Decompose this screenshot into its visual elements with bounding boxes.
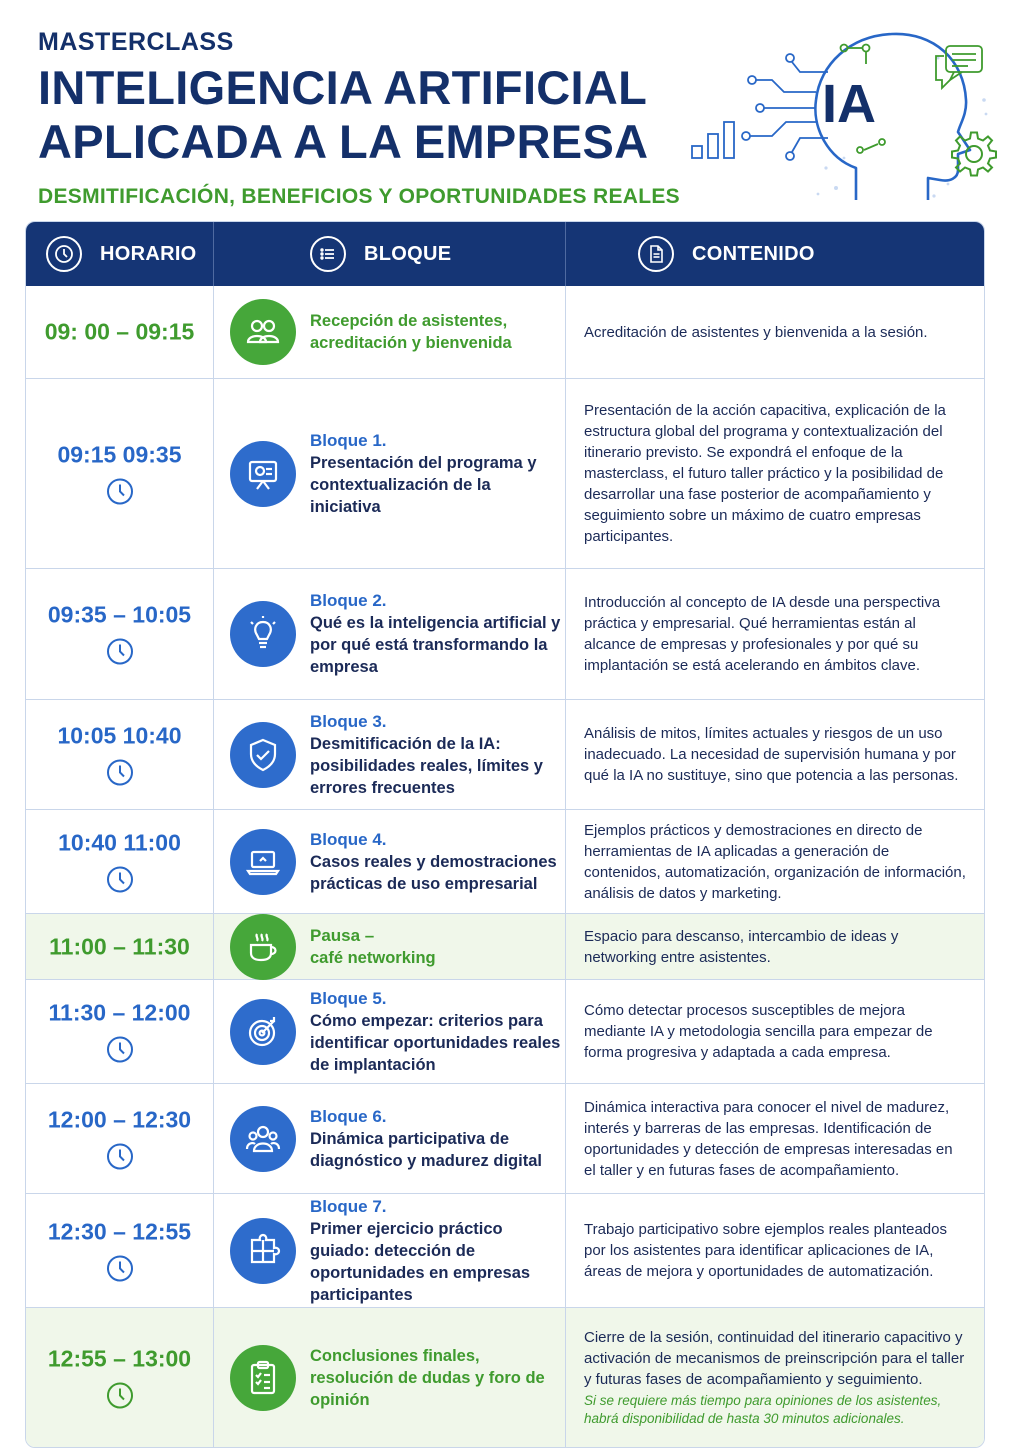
block-title: Dinámica participativa de diagnóstico y madurez digital (310, 1129, 542, 1170)
row-time: 10:40 11:00 (58, 829, 181, 855)
block-title: Desmitificación de la IA: posibilidades reales, límites y errores frecuentes (310, 734, 543, 797)
row-time: 12:00 – 12:30 (47, 1106, 192, 1132)
ai-head-illustration (688, 18, 1008, 208)
target-icon (230, 999, 296, 1065)
block-title: Primer ejercicio práctico guiado: detección de oportunidades en empresas participantes (310, 1219, 531, 1304)
table-row (26, 979, 984, 1083)
block-title: Recepción de asistentes, acreditación y bienvenida (310, 312, 512, 352)
block-label: Bloque 1. (310, 430, 387, 450)
row-time: 09: 00 – 09:15 (44, 318, 195, 345)
coffee-icon (230, 914, 296, 980)
table-row (26, 568, 984, 699)
row-time: 12:30 – 12:55 (47, 1218, 192, 1244)
row-content: Cómo detectar procesos susceptibles de mejora mediante IA y metodologia sencilla para empezar de forma progresiva y adaptada a cada empresa. (584, 1002, 933, 1061)
header-horario (26, 222, 214, 286)
table-row (26, 1193, 984, 1307)
subtitle: DESMITIFICACIÓN, BENEFICIOS Y OPORTUNIDADES REALES (38, 185, 680, 208)
list-icon (310, 236, 346, 272)
block-label: Bloque 5. (310, 988, 387, 1008)
header-contenido-label: CONTENIDO (692, 242, 815, 265)
row-content: Acreditación de asistentes y bienvenida a la sesión. (584, 323, 928, 341)
block-title: café networking (310, 948, 436, 967)
block-label: Bloque 4. (310, 829, 387, 849)
row-content: Trabajo participativo sobre ejemplos reales planteados por los asistentes para identificar aplicaciones de IA, áreas de mejora y oportunidades de automatización. (584, 1221, 947, 1280)
clock-icon (105, 1141, 135, 1171)
table-row (26, 286, 984, 378)
clipboard-icon (230, 1345, 296, 1411)
header-contenido (566, 222, 984, 286)
block-label: Bloque 6. (310, 1106, 387, 1126)
clock-icon (105, 757, 135, 787)
table-row (26, 913, 984, 979)
clock-icon (105, 637, 135, 667)
header-horario-label: HORARIO (100, 242, 197, 265)
block-label: Bloque 7. (310, 1196, 387, 1216)
table-row (26, 378, 984, 568)
laptop-icon (230, 829, 296, 895)
clock-icon (46, 236, 82, 272)
clock-icon (105, 1034, 135, 1064)
chat-icon (936, 46, 982, 88)
header (38, 22, 718, 209)
block-title: Presentación del programa y contextualización de la iniciativa (310, 453, 537, 516)
header-bloque (214, 222, 566, 286)
document-icon (638, 236, 674, 272)
row-content: Dinámica interactiva para conocer el nivel de madurez, interés y barreras de las empresas. Identificación de oportunidades y detección de empresas interesadas en el taller y en futuras fases de acompañamiento. (584, 1098, 953, 1179)
title-line-1: INTELIGENCIA ARTIFICIAL (38, 61, 648, 114)
row-content: Introducción al concepto de IA desde una perspectiva práctica y empresarial. Qué herramientas están al alcance de empresas y profesionales y por qué su implantación se está acelerando en ámbitos clave. (584, 594, 941, 674)
people-icon (230, 299, 296, 365)
row-content: Análisis de mitos, límites actuales y riesgos de un uso inadecuado. La necesidad de supervisión humana y por qué la IA no sustituye, sino que potencia a las personas. (584, 725, 959, 784)
row-time: 12:55 – 13:00 (47, 1345, 192, 1371)
lightbulb-icon (230, 601, 296, 667)
row-content: Cierre de la sesión, continuidad del itinerario capacitivo y activación de mecanismos de preinscripción para el taller y futuras fases de acompañamiento y seguimiento. (584, 1329, 965, 1388)
clock-icon (105, 864, 135, 894)
block-title: Qué es la inteligencia artificial y por qué está transformando la empresa (310, 614, 561, 676)
table-row (26, 809, 984, 913)
block-label: Bloque 3. (310, 711, 387, 731)
schedule-table (25, 221, 985, 1448)
row-content: Espacio para descanso, intercambio de ideas y networking entre asistentes. (584, 927, 899, 966)
title-line-2: APLICADA A LA EMPRESA (38, 115, 649, 168)
row-time: 09:15 09:35 (57, 441, 182, 467)
page-title (38, 61, 718, 169)
puzzle-icon (230, 1218, 296, 1284)
table-row (26, 1083, 984, 1193)
row-time: 11:00 – 11:30 (49, 933, 190, 959)
group-icon (230, 1106, 296, 1172)
presentation-icon (230, 441, 296, 507)
row-time: 09:35 – 10:05 (47, 601, 192, 628)
table-header (26, 222, 984, 286)
block-title: Casos reales y demostraciones prácticas de uso empresarial (310, 852, 557, 893)
row-time: 11:30 – 12:00 (48, 999, 191, 1025)
ai-head-icon (688, 18, 1008, 208)
block-label: Bloque 2. (310, 591, 387, 610)
row-note: Si se requiere más tiempo para opiniones de los asistentes, habrá disponibilidad de hasta 30 minutos adicionales. (584, 1393, 942, 1426)
clock-icon (105, 476, 135, 506)
row-content: Presentación de la acción capacitiva, explicación de la estructura global del programa y contextualización del itinerario previsto. Se expondrá el enfoque de la masterclass, el futuro taller práctico y la posibilidad de desarrollar una fase posterior de acompañamiento y seguimiento sobre un máximo de cuatro empresas participantes. (584, 402, 946, 545)
header-bloque-label: BLOQUE (364, 242, 452, 265)
clock-icon (105, 1380, 135, 1410)
row-content: Ejemplos prácticos y demostraciones en directo de herramientas de IA aplicadas a generación de contenidos, automatización, organización de información, análisis de datos y marketing. (584, 821, 966, 902)
svg-text:IA: IA (822, 74, 876, 134)
kicker: MASTERCLASS (38, 28, 234, 56)
clock-icon (105, 1253, 135, 1283)
block-title: Cómo empezar: criterios para identificar oportunidades reales de implantación (310, 1011, 561, 1074)
block-label: Pausa – (310, 925, 375, 945)
shield-icon (230, 722, 296, 788)
table-row (26, 1307, 984, 1447)
table-row (26, 699, 984, 809)
row-time: 10:05 10:40 (57, 722, 182, 748)
block-title: Conclusiones finales, resolución de dudas y foro de opinión (310, 1346, 545, 1409)
